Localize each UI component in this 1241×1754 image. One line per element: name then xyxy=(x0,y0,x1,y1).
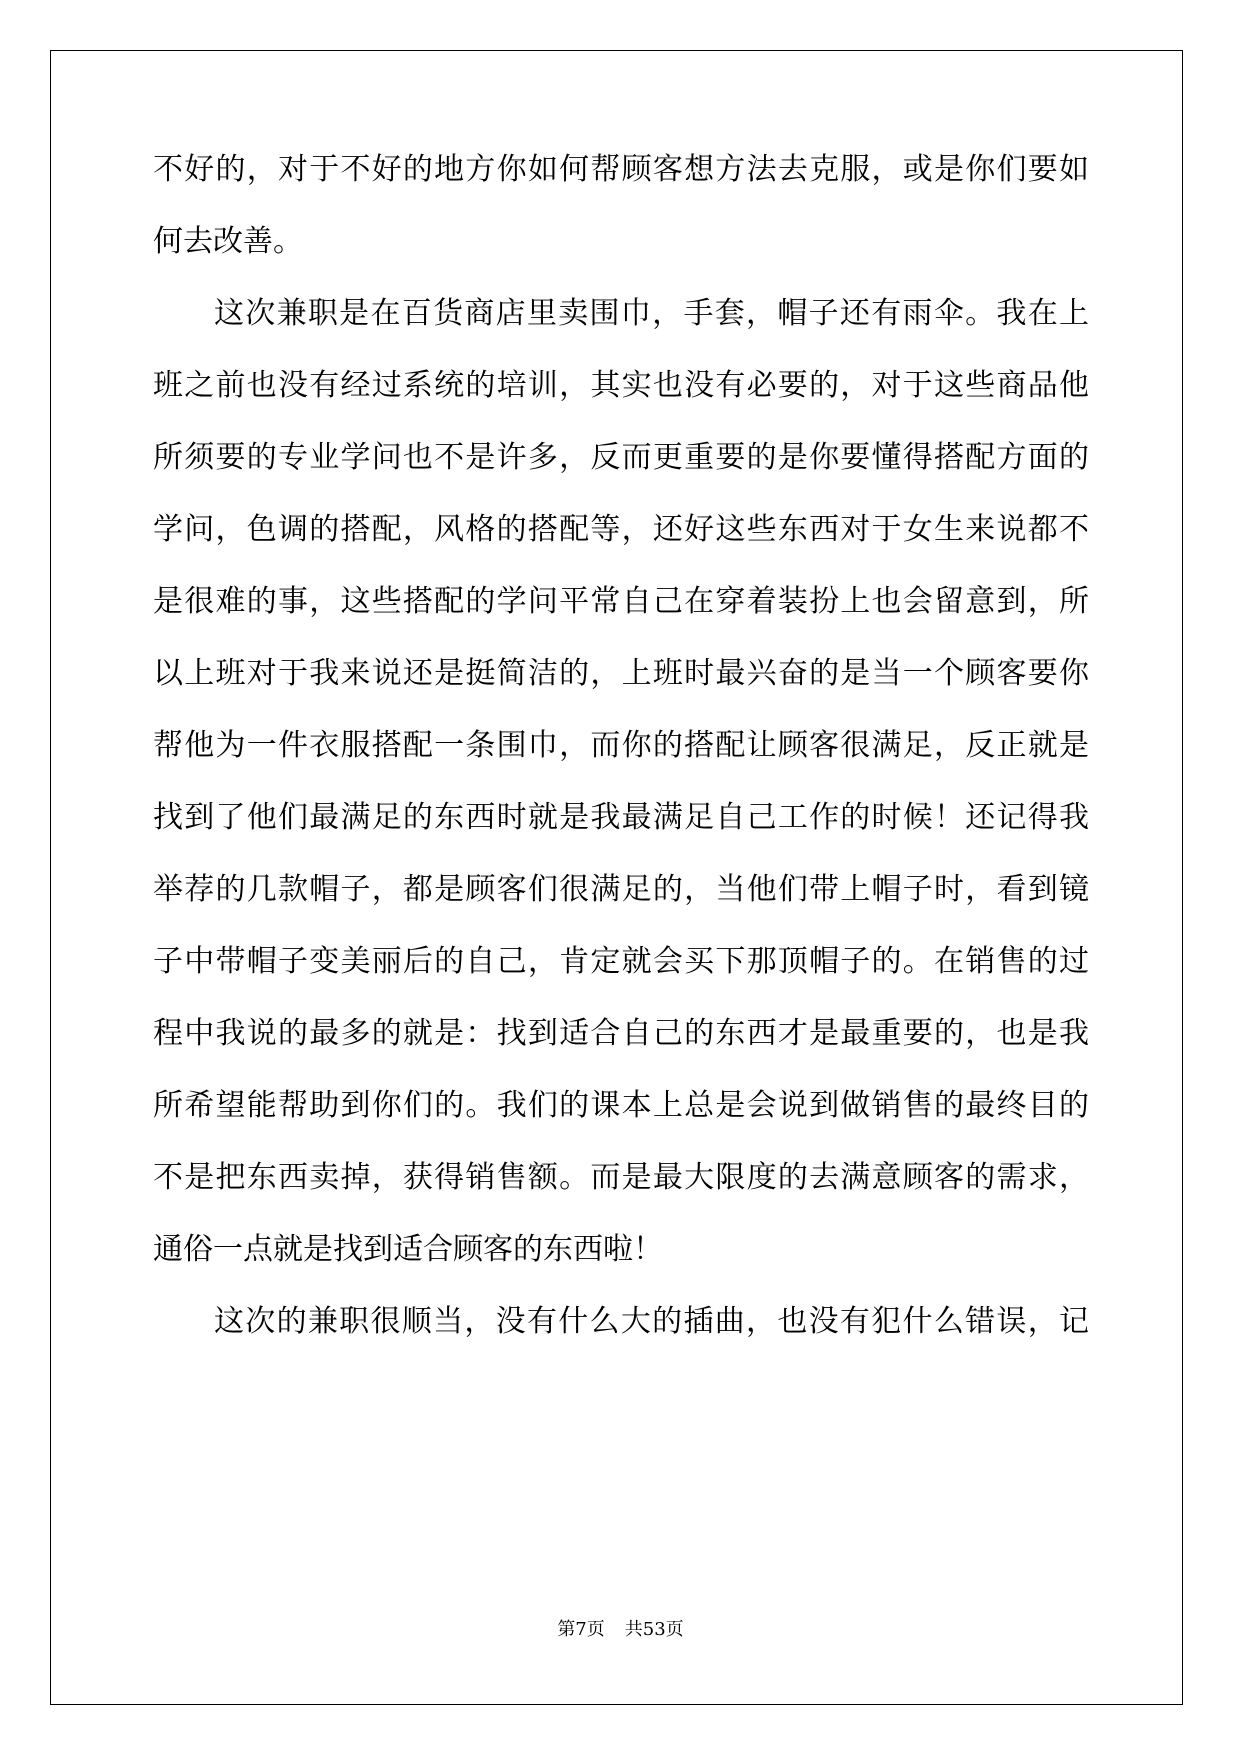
page-footer xyxy=(0,1618,1241,1642)
paragraph-first-line: 这次兼职是在百货商店里卖围巾，手套，帽子还有雨伞。我在上 xyxy=(214,296,1089,331)
text-line: 不是把东西卖掉，获得销售额。而是最大限度的去满意顾客的需求， xyxy=(153,1160,1089,1195)
text-line: 程中我说的最多的就是：找到适合自己的东西才是最重要的，也是我 xyxy=(153,1016,1089,1051)
text-line: 所须要的专业学问也不是许多，反而更重要的是你要懂得搭配方面的 xyxy=(153,440,1089,475)
text-line: 何去改善。 xyxy=(153,224,303,259)
paragraph-first-line: 这次的兼职很顺当，没有什么大的插曲，也没有犯什么错误，记 xyxy=(214,1304,1089,1339)
text-line: 学问，色调的搭配，风格的搭配等，还好这些东西对于女生来说都不 xyxy=(153,512,1089,547)
text-line: 是很难的事，这些搭配的学问平常自己在穿着装扮上也会留意到，所 xyxy=(153,584,1089,619)
text-line: 不好的，对于不好的地方你如何帮顾客想方法去克服，或是你们要如 xyxy=(153,152,1089,187)
text-line: 班之前也没有经过系统的培训，其实也没有必要的，对于这些商品他 xyxy=(153,368,1089,403)
text-line: 以上班对于我来说还是挺简洁的，上班时最兴奋的是当一个顾客要你 xyxy=(153,656,1089,691)
text-line: 帮他为一件衣服搭配一条围巾，而你的搭配让顾客很满足，反正就是 xyxy=(153,728,1089,763)
text-line: 通俗一点就是找到适合顾客的东西啦！ xyxy=(153,1232,663,1267)
text-line: 找到了他们最满足的东西时就是我最满足自己工作的时候！还记得我 xyxy=(153,800,1089,835)
text-line: 所希望能帮助到你们的。我们的课本上总是会说到做销售的最终目的 xyxy=(153,1088,1089,1123)
text-line: 子中带帽子变美丽后的自己，肯定就会买下那顶帽子的。在销售的过 xyxy=(153,944,1089,979)
text-line: 举荐的几款帽子，都是顾客们很满足的，当他们带上帽子时，看到镜 xyxy=(153,872,1089,907)
page-total: 共53页 xyxy=(624,1619,684,1640)
page-number: 第7页 xyxy=(557,1619,605,1640)
